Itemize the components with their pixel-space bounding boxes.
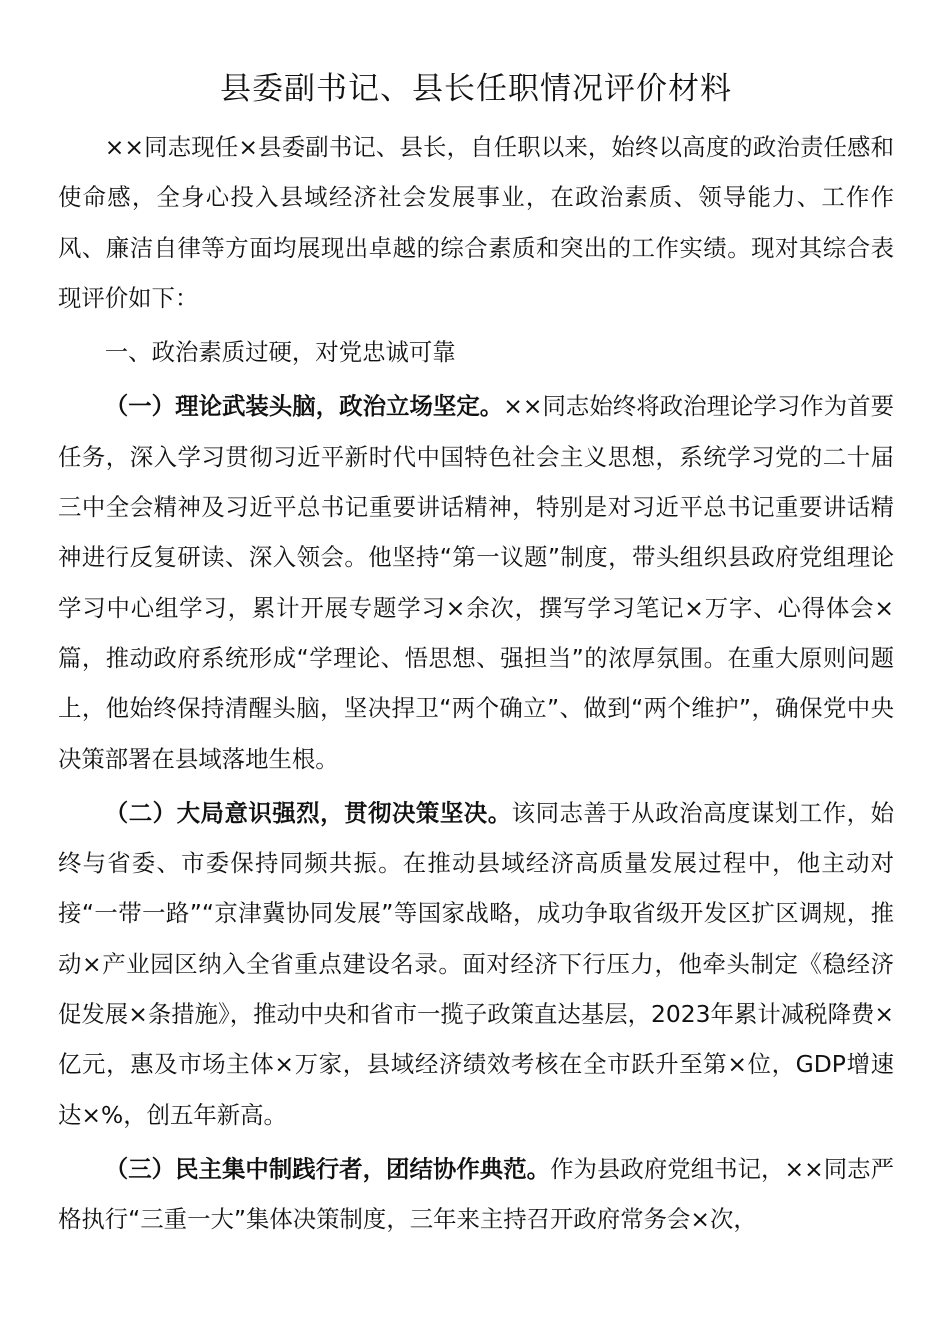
item-1-body: ××同志始终将政治理论学习作为首要任务，深入学习贯彻习近平新时代中国特色社会主义思想，系统学习党的二十届三中全会精神及习近平总书记重要讲话精神，特别是对习近平总书记重要讲话精神进行反复研读、深入领会。他坚持“第一议题”制度，带头组织县政府党组理论学习中心组学习，累计开展专题学习×余次，撰写学习笔记×万字、心得体会×篇，推动政府系统形成“学理论、悟思想、强担当”的浓厚氛围。在重大原则问题上，他始终保持清醒头脑，坚决捍卫“两个确立”、做到“两个维护”，确保党中央决策部署在县域落地生根。 [58, 392, 894, 773]
item-2-lead: （二）大局意识强烈，贯彻决策坚决。 [104, 798, 512, 827]
item-3-body: 作为县政府党组书记，××同志严格执行“三重一大”集体决策制度，三年来主持召开政府常务会×次， [58, 1154, 894, 1234]
item-1-lead: （一）理论武装头脑，政治立场坚定。 [104, 392, 504, 421]
document-title: 县委副书记、县长任职情况评价材料 [220, 71, 732, 107]
item-2-body: 该同志善于从政治高度谋划工作，始终与省委、市委保持同频共振。在推动县域经济高质量发展过程中，他主动对接“一带一路”“京津冀协同发展”等国家战略，成功争取省级开发区扩区调规，推动×产业园区纳入全省重点建设名录。面对经济下行压力，他牵头制定《稳经济促发展×条措施》，推动中央和省市一揽子政策直达基层，2023年累计减税降费×亿元，惠及市场主体×万家，县域经济绩效考核在全市跃升至第×位，GDP增速达×%，创五年新高。 [58, 798, 895, 1129]
intro-paragraph: ××同志现任×县委副书记、县长，自任职以来，始终以高度的政治责任感和使命感，全身心投入县域经济社会发展事业，在政治素质、领导能力、工作作风、廉洁自律等方面均展现出卓越的综合素质和突出的工作实绩。现对其综合表现评价如下： [58, 133, 894, 312]
item-3-lead: （三）民主集中制践行者，团结协作典范。 [104, 1154, 551, 1183]
section-1-heading: 一、政治素质过硬，对党忠诚可靠 [104, 338, 456, 367]
section-1-item-1 [58, 381, 894, 783]
section-1-item-2 [58, 788, 894, 1140]
section-1-item-3 [58, 1144, 894, 1245]
document-page [58, 62, 894, 1245]
